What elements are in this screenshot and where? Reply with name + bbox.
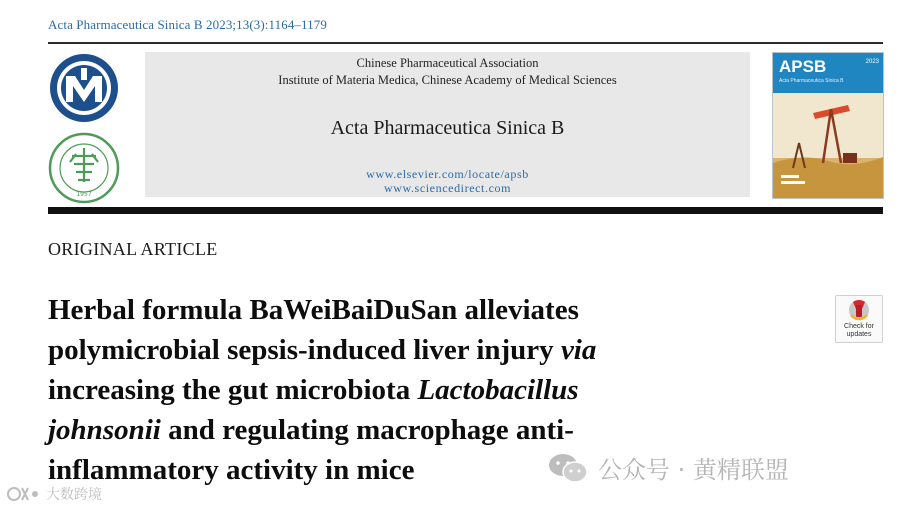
- journal-cover-image[interactable]: [772, 52, 884, 199]
- journal-citation[interactable]: Acta Pharmaceutica Sinica B 2023;13(3):1164–1179: [48, 17, 327, 32]
- institute-name: Institute of Materia Medica, Chinese Academy of Medical Sciences: [278, 73, 617, 87]
- association-name: Chinese Pharmaceutical Association: [356, 56, 539, 70]
- check-for-updates-button[interactable]: [835, 295, 883, 343]
- article-type-label: ORIGINAL ARTICLE: [48, 239, 218, 259]
- check-updates-label: Check for updates: [844, 323, 874, 338]
- cover-subtitle: Acta Pharmaceutica Sinica B: [779, 78, 844, 84]
- cover-year: 2023: [865, 59, 879, 65]
- svg-text:1957: 1957: [76, 191, 92, 198]
- brand-mark-icon: [6, 484, 40, 504]
- title-line-5: inflammatory activity in mice: [48, 454, 415, 486]
- journal-name: Acta Pharmaceutica Sinica B: [330, 117, 565, 139]
- title-line-4: johnsonii and regulating macrophage anti-: [48, 414, 574, 446]
- elsevier-link[interactable]: www.elsevier.com/locate/apsb: [366, 167, 529, 181]
- materia-medica-seal-logo-icon: [48, 132, 120, 204]
- header-top-rule: [48, 42, 883, 44]
- cover-header: [773, 53, 883, 93]
- header-bottom-rule: [48, 207, 883, 214]
- cover-title: APSB: [779, 57, 827, 76]
- wechat-watermark: [548, 450, 789, 485]
- chinese-pharmaceutical-association-logo-icon: [48, 52, 120, 124]
- publisher-logos: [48, 52, 122, 202]
- wechat-icon: [548, 452, 588, 484]
- title-line-3: increasing the gut microbiota Lactobacillus: [48, 374, 579, 406]
- title-line-1: Herbal formula BaWeiBaiDuSan alleviates: [48, 294, 579, 326]
- sciencedirect-link[interactable]: www.sciencedirect.com: [383, 181, 512, 195]
- corner-watermark: [6, 484, 102, 504]
- cover-illustration-icon: [773, 93, 883, 198]
- wechat-watermark-text: 公众号 · 黄精联盟: [598, 456, 789, 484]
- journal-banner: [145, 52, 750, 197]
- title-line-2: polymicrobial sepsis-induced liver injury via: [48, 334, 597, 366]
- corner-watermark-text: 大数跨境: [46, 487, 102, 503]
